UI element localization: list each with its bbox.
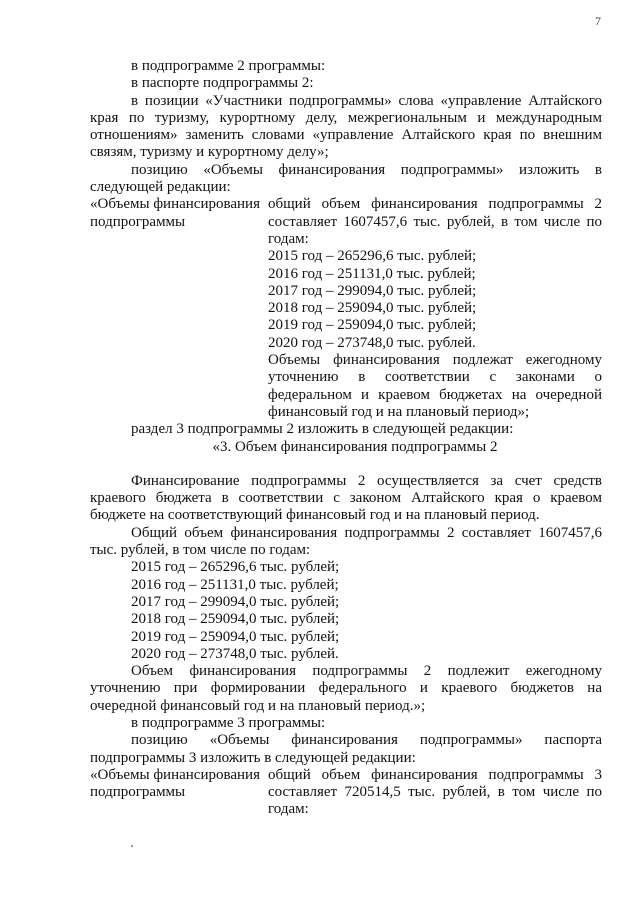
section3-note: Объем финансирования подпрограммы 2 подлежит ежегодному уточнению при формировании федерального и краевого бюджетов на очередной финансовый год и на плановый период.»; bbox=[90, 663, 602, 714]
section3-year-2015: 2015 год – 265296,6 тыс. рублей; bbox=[131, 559, 340, 576]
passport2-year-2015: 2015 год – 265296,6 тыс. рублей; bbox=[268, 248, 477, 265]
section3-year-2018: 2018 год – 259094,0 тыс. рублей; bbox=[131, 611, 340, 628]
section3-year-2017: 2017 год – 299094,0 тыс. рублей; bbox=[131, 593, 340, 610]
section-gap bbox=[90, 456, 602, 473]
subprogram2-heading-line: в подпрограмме 2 программы: bbox=[131, 58, 326, 74]
passport2-note: Объемы финансирования подлежат ежегодному уточнению в соответствии с законами о федеральном и краевом бюджетах на очередной финансовый год и на плановый период»; bbox=[268, 352, 602, 420]
subprogram3-instruction: позицию «Объемы финансирования подпрограммы» паспорта подпрограммы 3 изложить в следующей редакции: bbox=[90, 732, 602, 766]
section3-intro: раздел 3 подпрограммы 2 изложить в следующей редакции: bbox=[131, 421, 514, 438]
passport3-label: «Объемы финансирования подпрограммы bbox=[90, 766, 260, 801]
passport2-year-2016: 2016 год – 251131,0 тыс. рублей; bbox=[268, 265, 476, 282]
passport2-total: общий объем финансирования подпрограммы 2 составляет 1607457,6 тыс. рублей, в том числе по годам: bbox=[268, 196, 602, 247]
passport3-content bbox=[268, 767, 602, 819]
passport2-year-2018: 2018 год – 259094,0 тыс. рублей; bbox=[268, 300, 477, 317]
passport2-year-2019: 2019 год – 259094,0 тыс. рублей; bbox=[268, 317, 477, 334]
passport2-label: «Объемы финансирования подпрограммы bbox=[90, 196, 260, 230]
document-body bbox=[90, 58, 602, 819]
passport2-volumes-block bbox=[90, 196, 602, 421]
section3-total: Общий объем финансирования подпрограммы 2 составляет 1607457,6 тыс. рублей, в том числе по годам: bbox=[90, 524, 602, 559]
section3-year-2019: 2019 год – 259094,0 тыс. рублей; bbox=[131, 628, 340, 645]
section3-year-2020: 2020 год – 273748,0 тыс. рублей. bbox=[131, 645, 339, 662]
subprogram3-heading-line: в подпрограмме 3 программы: bbox=[131, 714, 326, 731]
passport3-total: общий объем финансирования подпрограммы 3 составляет 720514,5 тыс. рублей, в том числе по годам: bbox=[268, 766, 602, 818]
passport2-heading-line: в паспорте подпрограммы 2: bbox=[131, 75, 314, 92]
section3-year-2016: 2016 год – 251131,0 тыс. рублей; bbox=[131, 576, 339, 593]
passport3-volumes-block bbox=[90, 767, 602, 819]
passport2-content bbox=[268, 196, 602, 421]
passport2-year-2020: 2020 год – 273748,0 тыс. рублей. bbox=[268, 334, 476, 351]
section3-heading: «3. Объем финансирования подпрограммы 2 bbox=[212, 438, 498, 455]
passport2-year-2017: 2017 год – 299094,0 тыс. рублей; bbox=[268, 282, 477, 299]
scan-speck bbox=[131, 845, 133, 847]
volumes-intro-paragraph: позицию «Объемы финансирования подпрограммы» изложить в следующей редакции: bbox=[90, 161, 602, 196]
page-number: 7 bbox=[595, 14, 601, 28]
participants-paragraph: в позиции «Участники подпрограммы» слова «управление Алтайского края по туризму, курортному делу, межрегиональным и международным отношениям» заменить словами «управление Алтайского края по внешним связям, туризму и курортному делу»; bbox=[90, 92, 602, 161]
section3-paragraph-1: Финансирование подпрограммы 2 осуществляется за счет средств краевого бюджета в соответствии с законом Алтайского края о краевом бюджете на соответствующий финансовый год и на плановый период. bbox=[90, 472, 602, 524]
